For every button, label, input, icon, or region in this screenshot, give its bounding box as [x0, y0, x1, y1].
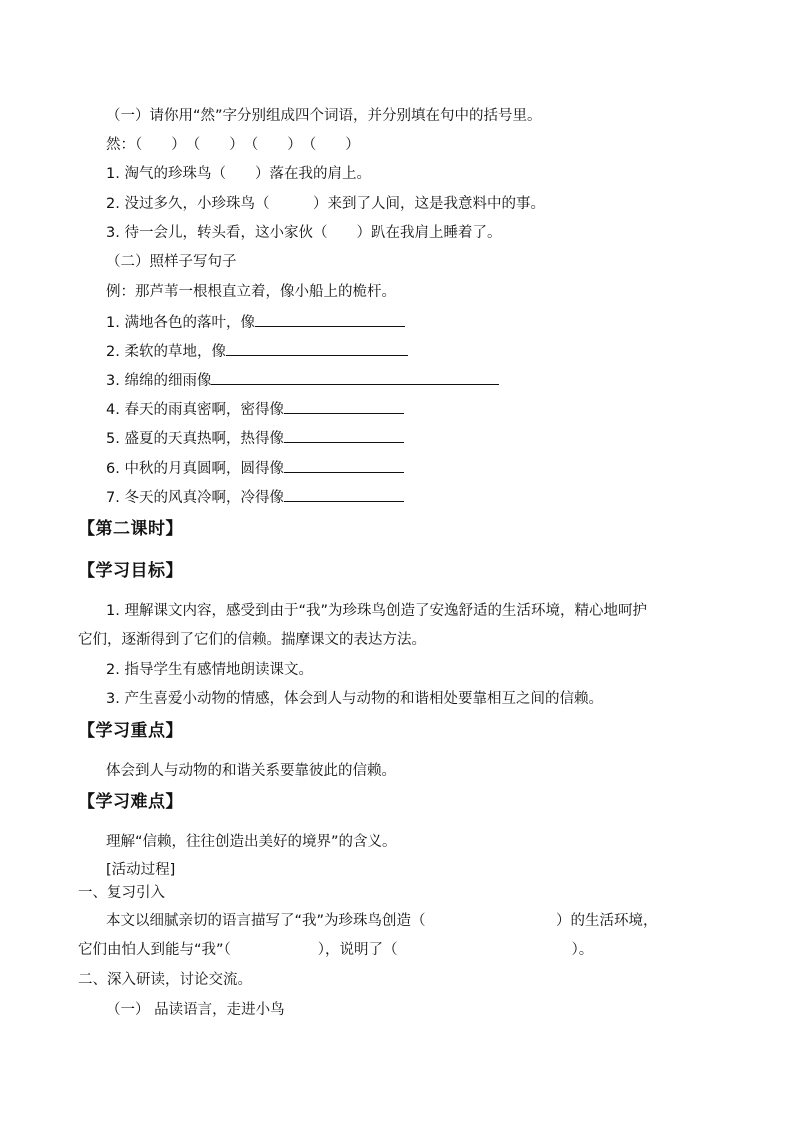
- review-line-1: 本文以细腻亲切的语言描写了“我”为珍珠鸟创造（ ）的生活环境，: [106, 913, 658, 929]
- goal-1-line-2: 它们，逐渐得到了它们的信赖。揣摩课文的表达方法。: [78, 632, 426, 648]
- key-points-heading: 【学习重点】: [78, 721, 183, 741]
- imitate-item-3: [106, 369, 499, 391]
- activity-label: [活动过程]: [106, 862, 176, 878]
- imitate-item-1: [106, 311, 405, 333]
- fill-sentence-3: 3. 待一会儿，转头看，这小家伙（ ）趴在我肩上睡着了。: [106, 225, 502, 241]
- answer-line: [255, 311, 405, 327]
- example-sentence: 例：那芦苇一根根直立着，像小船上的桅杆。: [106, 284, 396, 300]
- answer-line: [226, 340, 408, 356]
- answer-line: [284, 486, 404, 502]
- goal-1-line-1: 1. 理解课文内容，感受到由于“我”为珍珠鸟创造了安逸舒适的生活环境，精心地呵护: [106, 603, 647, 619]
- difficulty-text: 理解“信赖，往往创造出美好的境界”的含义。: [106, 834, 397, 850]
- answer-line: [284, 398, 404, 414]
- goal-2: 2. 指导学生有感情地朗读课文。: [106, 662, 313, 678]
- step-2-heading: 二、深入研读，讨论交流。: [78, 972, 252, 988]
- answer-line: [284, 427, 404, 443]
- imitate-item-5: [106, 427, 404, 449]
- imitate-item-text: 7. 冬天的风真冷啊，冷得像: [106, 490, 284, 506]
- imitate-item-6: [106, 457, 404, 479]
- imitate-item-text: 2. 柔软的草地，像: [106, 344, 226, 360]
- sub-section-1: （一） 品读语言，走进小鸟: [106, 1002, 285, 1018]
- key-points-text: 体会到人与动物的和谐关系要靠彼此的信赖。: [106, 763, 396, 779]
- exercise-part1-heading: （一）请你用“然”字分别组成四个词语，并分别填在句中的括号里。: [106, 108, 542, 124]
- lesson-title: 【第二课时】: [78, 519, 183, 539]
- imitate-item-text: 4. 春天的雨真密啊，密得像: [106, 402, 284, 418]
- answer-line: [211, 369, 499, 385]
- exercise-part2-heading: （二）照样子写句子: [106, 254, 237, 270]
- imitate-item-text: 5. 盛夏的天真热啊，热得像: [106, 431, 284, 447]
- difficulty-heading: 【学习难点】: [78, 792, 183, 812]
- imitate-item-text: 3. 绵绵的细雨像: [106, 373, 212, 389]
- answer-line: [284, 457, 404, 473]
- fill-sentence-2: 2. 没过多久，小珍珠鸟（ ）来到了人间，这是我意料中的事。: [106, 196, 545, 212]
- imitate-item-2: [106, 340, 408, 362]
- fill-sentence-1: 1. 淘气的珍珠鸟（ ）落在我的肩上。: [106, 166, 371, 182]
- imitate-item-7: [106, 486, 404, 508]
- step-1-heading: 一、复习引入: [78, 885, 165, 901]
- imitate-item-4: [106, 398, 404, 420]
- goal-3: 3. 产生喜爱小动物的情感，体会到人与动物的和谐相处要靠相互之间的信赖。: [106, 691, 603, 707]
- goals-heading: 【学习目标】: [78, 561, 183, 581]
- ran-word-blanks: 然：（ ） （ ） （ ） （ ）: [106, 137, 360, 153]
- imitate-item-text: 6. 中秋的月真圆啊，圆得像: [106, 461, 284, 477]
- review-line-2: 它们由怕人到能与“我”（ ），说明了（ ）。: [78, 942, 594, 958]
- imitate-item-text: 1. 满地各色的落叶，像: [106, 315, 255, 331]
